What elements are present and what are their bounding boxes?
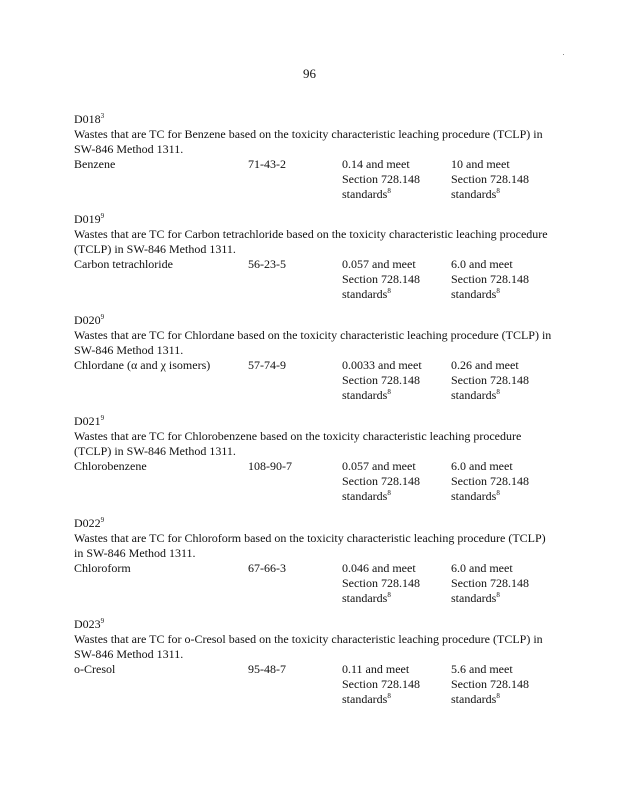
waste-code: $D023^9$ (74, 617, 105, 631)
waste-entry-d020 (74, 313, 554, 403)
constituent-row (74, 157, 554, 202)
nonwastewater-standard: 6.0 and meet Section 728.148 standards$^8$ (451, 257, 529, 301)
waste-entry-d022 (74, 516, 554, 606)
waste-code: $D019^9$ (74, 212, 105, 226)
constituent-name: Carbon tetrachloride (74, 257, 173, 271)
footnote-ref: 8 (496, 489, 500, 497)
footnote-ref: 9 (100, 313, 105, 321)
constituent-name: Chlorobenzene (74, 459, 147, 473)
footnote-ref: 9 (100, 212, 105, 220)
waste-entry-d023 (74, 617, 554, 707)
waste-entry-d019 (74, 212, 554, 302)
waste-description: Wastes that are TC for Chloroform based on the toxicity characteristic leaching procedure (TCLP) in SW-846 Method 1311. (74, 531, 546, 560)
footnote-ref: 8 (387, 489, 391, 497)
waste-description: Wastes that are TC for Carbon tetrachloride based on the toxicity characteristic leaching procedure (TCLP) in SW-846 Method 1311. (74, 227, 548, 256)
page-number: 96 (303, 66, 316, 81)
waste-entry-d021 (74, 414, 554, 504)
wastewater-standard: 0.057 and meet Section 728.148 standards$^8$ (342, 459, 420, 503)
cas-number: 67-66-3 (248, 561, 286, 575)
wastewater-standard: 0.14 and meet Section 728.148 standards$^8$ (342, 157, 420, 201)
wastewater-standard: 0.11 and meet Section 728.148 standards$^8$ (342, 662, 420, 706)
nonwastewater-standard: 10 and meet Section 728.148 standards$^8$ (451, 157, 529, 201)
nonwastewater-standard: 5.6 and meet Section 728.148 standards$^8$ (451, 662, 529, 706)
footnote-ref: 3 (100, 112, 105, 120)
cas-number: 71-43-2 (248, 157, 286, 171)
footnote-ref: 9 (100, 617, 105, 625)
constituent-row (74, 459, 554, 504)
footnote-ref: 8 (387, 388, 391, 396)
footnote-ref: 8 (387, 287, 391, 295)
footnote-ref: 8 (387, 692, 391, 700)
constituent-row (74, 358, 554, 403)
nonwastewater-standard: 0.26 and meet Section 728.148 standards$^8$ (451, 358, 529, 402)
waste-description: Wastes that are TC for o-Cresol based on the toxicity characteristic leaching procedure (TCLP) in SW-846 Method 1311. (74, 632, 543, 661)
waste-code: $D021^9$ (74, 414, 105, 428)
constituent-name: Benzene (74, 157, 116, 171)
constituent-row (74, 257, 554, 302)
cas-number: 56-23-5 (248, 257, 286, 271)
waste-description: Wastes that are TC for Chlorobenzene based on the toxicity characteristic leaching procedure (TCLP) in SW-846 Method 1311. (74, 429, 522, 458)
cas-number: 108-90-7 (248, 459, 292, 473)
footnote-ref: 9 (100, 414, 105, 422)
constituent-name: o-Cresol (74, 662, 116, 676)
wastewater-standard: 0.0033 and meet Section 728.148 standards$^8$ (342, 358, 422, 402)
waste-description: Wastes that are TC for Chlordane based on the toxicity characteristic leaching procedure (TCLP) in SW-846 Method 1311. (74, 328, 552, 357)
footnote-ref: 8 (496, 287, 500, 295)
constituent-name: Chloroform (74, 561, 131, 575)
waste-code: $D020^9$ (74, 313, 105, 327)
waste-entry-d018 (74, 112, 554, 202)
waste-description: Wastes that are TC for Benzene based on the toxicity characteristic leaching procedure (TCLP) in SW-846 Method 1311. (74, 127, 543, 156)
cas-number: 95-48-7 (248, 662, 286, 676)
wastewater-standard: 0.046 and meet Section 728.148 standards$^8$ (342, 561, 420, 605)
footnote-ref: 8 (387, 591, 391, 599)
constituent-name: Chlordane (α and χ isomers) (74, 358, 211, 372)
scan-speck (563, 54, 564, 55)
nonwastewater-standard: 6.0 and meet Section 728.148 standards$^8$ (451, 459, 529, 503)
constituent-row (74, 561, 554, 606)
footnote-ref: 8 (496, 591, 500, 599)
footnote-ref: 8 (387, 187, 391, 195)
waste-code: $D018^3$ (74, 112, 105, 126)
footnote-ref: 8 (496, 187, 500, 195)
footnote-ref: 9 (100, 516, 105, 524)
waste-code: $D022^9$ (74, 516, 105, 530)
constituent-row (74, 662, 554, 707)
footnote-ref: 8 (496, 692, 500, 700)
footnote-ref: 8 (496, 388, 500, 396)
cas-number: 57-74-9 (248, 358, 286, 372)
nonwastewater-standard: 6.0 and meet Section 728.148 standards$^8$ (451, 561, 529, 605)
wastewater-standard: 0.057 and meet Section 728.148 standards$^8$ (342, 257, 420, 301)
